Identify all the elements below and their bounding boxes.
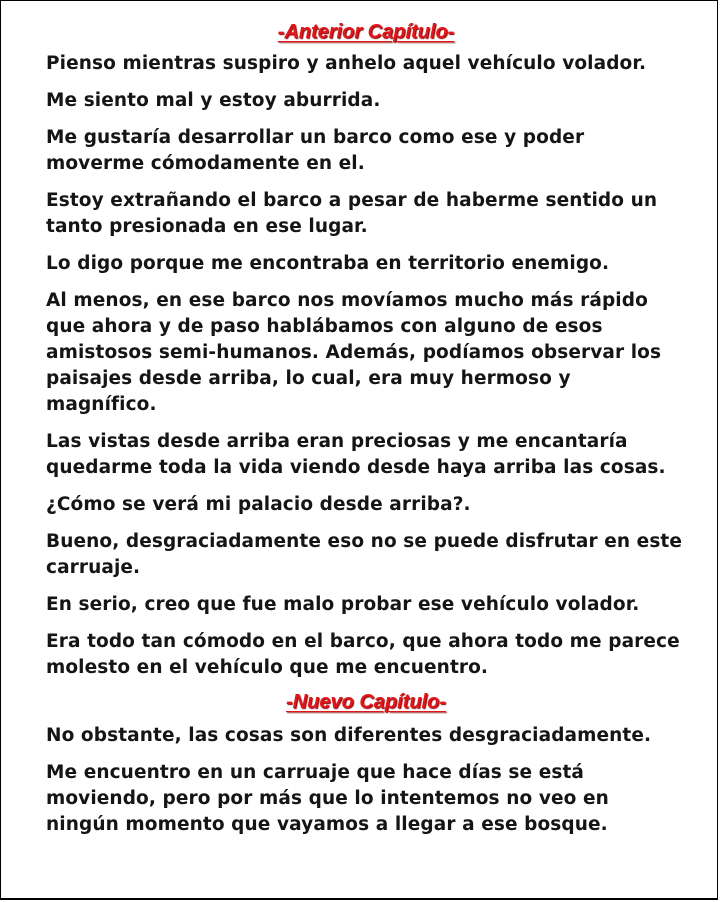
paragraph: Me gustaría desarrollar un barco como ese y poder moverme cómodamente en el.	[46, 127, 585, 174]
document-body	[46, 15, 686, 849]
paragraph: Me siento mal y estoy aburrida.	[46, 90, 381, 111]
paragraph: ¿Cómo se verá mi palacio desde arriba?.	[46, 494, 471, 515]
paragraph: Era todo tan cómodo en el barco, que ahora todo me parece molesto en el vehículo que me encuentro.	[46, 631, 680, 678]
paragraph: Bueno, desgraciadamente eso no se puede disfrutar en este carruaje.	[46, 531, 683, 578]
paragraph: En serio, creo que fue malo probar ese vehículo volador.	[46, 594, 640, 615]
paragraph: Me encuentro en un carruaje que hace días se está moviendo, pero por más que lo intentemos no veo en ningún momento que vayamos a llegar a ese bosque.	[46, 762, 609, 835]
paragraph: No obstante, las cosas son diferentes desgraciadamente.	[46, 725, 652, 746]
paragraph: Al menos, en ese barco nos movíamos mucho más rápido que ahora y de paso hablábamos con alguno de esos amistosos semi-humanos. Además, podíamos observar los paisajes desde arriba, lo cual, era muy hermoso y magnífico.	[46, 290, 662, 415]
paragraph: Lo digo porque me encontraba en territorio enemigo.	[46, 253, 610, 274]
new-chapter-heading: -Nuevo Capítulo-	[286, 691, 446, 713]
paragraph: Estoy extrañando el barco a pesar de haberme sentido un tanto presionada en ese lugar.	[46, 190, 658, 237]
paragraph: Pienso mientras suspiro y anhelo aquel vehículo volador.	[46, 53, 647, 74]
paragraph: Las vistas desde arriba eran preciosas y me encantaría quedarme toda la vida viendo desde haya arriba las cosas.	[46, 431, 666, 478]
previous-chapter-heading: -Anterior Capítulo-	[277, 21, 455, 43]
